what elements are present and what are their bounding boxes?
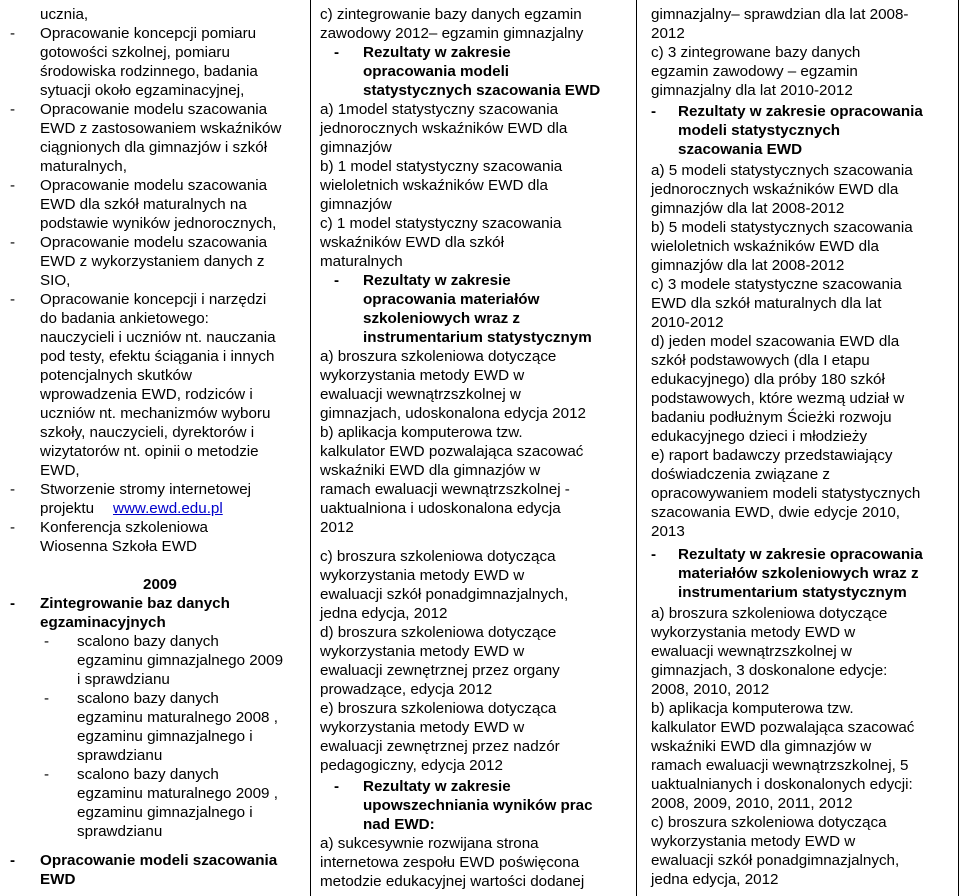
text-line: EWD z zastosowaniem wskaźników <box>40 120 282 137</box>
text-line: egzaminu gimnazjalnego i <box>77 804 253 821</box>
text-line: c) broszura szkoleniowa dotycząca <box>651 814 887 831</box>
text-line: 2012 <box>651 25 685 42</box>
list-dash: - <box>10 481 16 498</box>
text-line: Opracowanie modelu szacowania <box>40 234 268 251</box>
text-line: 2013 <box>651 523 685 540</box>
text-line: egzamin zawodowy – egzamin <box>651 63 858 80</box>
section-heading: opracowania materiałów <box>363 291 540 308</box>
text-line: ewaluacji szkół ponadgimnazjalnych, <box>651 852 900 869</box>
text-line: c) zintegrowanie bazy danych egzamin <box>320 6 582 23</box>
text-line: pod testy, efektu ściągania i innych <box>40 348 275 365</box>
text-line: Wiosenna Szkoła EWD <box>40 538 197 555</box>
text-line: metodzie edukacyjnej wartości dodanej <box>320 873 585 890</box>
text-line: 2012 <box>320 519 354 536</box>
text-line: a) broszura szkoleniowa dotyczące <box>320 348 557 365</box>
text-line: a) 5 modeli statystycznych szacowania <box>651 162 913 179</box>
text-line: sprawdzianu <box>77 823 163 840</box>
text-line: gimnazjalny– sprawdzian dla lat 2008- <box>651 6 909 23</box>
text-line: zawodowy 2012– egzamin gimnazjalny <box>320 25 584 42</box>
text-line: gimnazjach, udoskonalona edycja 2012 <box>320 405 586 422</box>
section-heading: instrumentarium statystycznym <box>678 584 907 601</box>
text-line: ucznia, <box>40 6 89 23</box>
section-heading: Rezultaty w zakresie <box>363 44 511 61</box>
text-line: wykorzystania metody EWD w <box>320 567 525 584</box>
year-heading: 2009 <box>143 576 177 593</box>
text-line: b) aplikacja komputerowa tzw. <box>651 700 854 717</box>
text-line: egzaminu gimnazjalnego i <box>77 728 253 745</box>
list-dash: - <box>44 633 50 650</box>
section-heading: Rezultaty w zakresie <box>363 778 511 795</box>
text-line: kalkulator EWD pozwalająca szacować <box>651 719 915 736</box>
section-heading: instrumentarium statystycznym <box>363 329 592 346</box>
text-line: wykorzystania metody EWD w <box>651 833 856 850</box>
text-line: szacowania EWD, dwie edycje 2010, <box>651 504 901 521</box>
text-line: nauczycieli i uczniów nt. nauczania <box>40 329 276 346</box>
table-column-3 <box>636 0 959 896</box>
section-heading: materiałów szkoleniowych wraz z <box>678 565 919 582</box>
text-line: podstawowych, które wezmą udział w <box>651 390 905 407</box>
text-line: wykorzystania metody EWD w <box>320 367 525 384</box>
text-line: podstawie wyników jednorocznych, <box>40 215 277 232</box>
text-line: internetowa zespołu EWD poświęcona <box>320 854 580 871</box>
text-line: projektu <box>40 500 95 517</box>
text-line: c) 3 zintegrowane bazy danych <box>651 44 861 61</box>
text-line: ewaluacji wewnątrzszkolnej w <box>320 386 521 403</box>
text-line: jedna edycja, 2012 <box>651 871 779 888</box>
text-line: EWD dla szkół maturalnych na <box>40 196 247 213</box>
text-line: uaktualnianych i doskonalonych edycji: <box>651 776 913 793</box>
text-line: pedagogiczny, edycja 2012 <box>320 757 503 774</box>
text-line: scalono bazy danych <box>77 766 219 783</box>
text-line: szkół podstawowych (dla I etapu <box>651 352 870 369</box>
text-line: c) 3 modele statystyczne szacowania <box>651 276 902 293</box>
text-line: wieloletnich wskaźników EWD dla <box>651 238 879 255</box>
text-line: gimnazjach, 3 doskonalone edycje: <box>651 662 888 679</box>
text-line: EWD, <box>40 462 80 479</box>
list-dash: - <box>334 778 340 795</box>
text-line: prowadzące, edycja 2012 <box>320 681 493 698</box>
text-line: a) sukcesywnie rozwijana strona <box>320 835 539 852</box>
table-column-1 <box>0 0 310 896</box>
section-heading: EWD <box>40 871 76 888</box>
text-line: Konferencja szkoleniowa <box>40 519 209 536</box>
section-heading: Rezultaty w zakresie <box>363 272 511 289</box>
section-heading: Zintegrowanie baz danych <box>40 595 230 612</box>
project-website-link[interactable]: www.ewd.edu.pl <box>113 500 223 517</box>
text-line: gotowości szkolnej, pomiaru <box>40 44 230 61</box>
text-line: sytuacji około egzaminacyjnej, <box>40 82 245 99</box>
section-heading: Rezultaty w zakresie opracowania <box>678 546 923 563</box>
text-line: 2008, 2010, 2012 <box>651 681 770 698</box>
text-line: ewaluacji zewnętrznej przez organy <box>320 662 560 679</box>
list-dash: - <box>44 690 50 707</box>
list-dash: - <box>10 595 16 612</box>
text-line: c) 1 model statystyczny szacowania <box>320 215 562 232</box>
text-line: wykorzystania metody EWD w <box>651 624 856 641</box>
section-heading: szkoleniowych wraz z <box>363 310 520 327</box>
text-line: szkoły, nauczycieli, dyrektorów i <box>40 424 255 441</box>
text-line: wykorzystania metody EWD w <box>320 643 525 660</box>
text-line: gimnazjalny dla lat 2010-2012 <box>651 82 853 99</box>
text-line: do badania ankietowego: <box>40 310 209 327</box>
text-line: e) raport badawczy przedstawiający <box>651 447 893 464</box>
text-line: uaktualniona i udoskonalona edycja <box>320 500 561 517</box>
text-line: ewaluacji zewnętrznej przez nadzór <box>320 738 560 755</box>
list-dash: - <box>10 101 16 118</box>
text-line: wskaźniki EWD dla gimnazjów w <box>651 738 872 755</box>
list-dash: - <box>334 44 340 61</box>
text-line: maturalnych <box>320 253 403 270</box>
text-line: uczniów nt. mechanizmów wyboru <box>40 405 271 422</box>
text-line: gimnazjów <box>320 196 392 213</box>
text-line: jednorocznych wskaźników EWD dla <box>651 181 899 198</box>
list-dash: - <box>10 519 16 536</box>
text-line: potencjalnych skutków <box>40 367 192 384</box>
text-line: b) 5 modeli statystycznych szacowania <box>651 219 913 236</box>
text-line: 2008, 2009, 2010, 2011, 2012 <box>651 795 853 812</box>
text-line: gimnazjów dla lat 2008-2012 <box>651 257 845 274</box>
text-line: gimnazjów dla lat 2008-2012 <box>651 200 845 217</box>
text-line: wizytatorów nt. opinii o metodzie <box>40 443 259 460</box>
section-heading: nad EWD: <box>363 816 435 833</box>
text-line: wskaźników EWD dla szkół <box>320 234 504 251</box>
text-line: edukacyjnego) dla próby 180 szkół <box>651 371 885 388</box>
text-line: c) broszura szkoleniowa dotycząca <box>320 548 556 565</box>
text-line: Stworzenie stromy internetowej <box>40 481 252 498</box>
text-line: 2010-2012 <box>651 314 724 331</box>
text-line: badaniu podłużnym Ścieżki rozwoju <box>651 409 892 426</box>
text-line: gimnazjów <box>320 139 392 156</box>
text-line: b) aplikacja komputerowa tzw. <box>320 424 523 441</box>
text-line: środowiska rodzinnego, badania <box>40 63 258 80</box>
text-line: d) broszura szkoleniowa dotyczące <box>320 624 557 641</box>
text-line: ramach ewaluacji wewnątrzszkolnej, 5 <box>651 757 909 774</box>
text-line: egzaminu gimnazjalnego 2009 <box>77 652 284 669</box>
table-column-2 <box>310 0 637 896</box>
section-heading: upowszechniania wyników prac <box>363 797 593 814</box>
list-dash: - <box>10 25 16 42</box>
text-line: wprowadzenia EWD, rodziców i <box>40 386 253 403</box>
list-dash: - <box>10 234 16 251</box>
list-dash: - <box>651 103 657 120</box>
text-line: e) broszura szkoleniowa dotycząca <box>320 700 557 717</box>
text-line: EWD dla szkół maturalnych dla lat <box>651 295 882 312</box>
list-dash: - <box>10 177 16 194</box>
text-line: d) jeden model szacowania EWD dla <box>651 333 900 350</box>
text-line: edukacyjnego dzieci i młodzieży <box>651 428 868 445</box>
section-heading: statystycznych szacowania EWD <box>363 82 601 99</box>
text-line: Opracowanie modelu szacowania <box>40 101 268 118</box>
text-line: doświadczenia związane z <box>651 466 830 483</box>
text-line: wykorzystania metody EWD w <box>320 719 525 736</box>
text-line: jednorocznych wskaźników EWD dla <box>320 120 568 137</box>
text-line: b) 1 model statystyczny szacowania <box>320 158 563 175</box>
text-line: ciągnionych dla gimnazjów i szkół <box>40 139 268 156</box>
text-line: opracowywaniem modeli statystycznych <box>651 485 921 502</box>
section-heading: szacowania EWD <box>678 141 803 158</box>
text-line: Opracowanie modelu szacowania <box>40 177 268 194</box>
list-dash: - <box>334 272 340 289</box>
list-dash: - <box>44 766 50 783</box>
text-line: ewaluacji wewnątrzszkolnej w <box>651 643 852 660</box>
text-line: wskaźniki EWD dla gimnazjów w <box>320 462 541 479</box>
text-line: a) broszura szkoleniowa dotyczące <box>651 605 888 622</box>
text-line: scalono bazy danych <box>77 690 219 707</box>
section-heading: opracowania modeli <box>363 63 510 80</box>
text-line: i sprawdzianu <box>77 671 170 688</box>
text-line: a) 1model statystyczny szacowania <box>320 101 559 118</box>
list-dash: - <box>10 852 16 869</box>
text-line: ewaluacji szkół ponadgimnazjalnych, <box>320 586 569 603</box>
list-dash: - <box>10 291 16 308</box>
text-line: maturalnych, <box>40 158 127 175</box>
section-heading: Rezultaty w zakresie opracowania <box>678 103 923 120</box>
text-line: egzaminu maturalnego 2009 , <box>77 785 278 802</box>
text-line: jedna edycja, 2012 <box>320 605 448 622</box>
text-line: SIO, <box>40 272 71 289</box>
text-line: kalkulator EWD pozwalająca szacować <box>320 443 584 460</box>
text-line: Opracowanie koncepcji pomiaru <box>40 25 257 42</box>
section-heading: egzaminacyjnych <box>40 614 166 631</box>
section-heading: modeli statystycznych <box>678 122 841 139</box>
text-line: ramach ewaluacji wewnątrzszkolnej - <box>320 481 570 498</box>
text-line: sprawdzianu <box>77 747 163 764</box>
text-line: Opracowanie koncepcji i narzędzi <box>40 291 267 308</box>
text-line: EWD z wykorzystaniem danych z <box>40 253 265 270</box>
section-heading: Opracowanie modeli szacowania <box>40 852 278 869</box>
text-line: egzaminu maturalnego 2008 , <box>77 709 278 726</box>
list-dash: - <box>651 546 657 563</box>
text-line: wieloletnich wskaźników EWD dla <box>320 177 548 194</box>
text-line: scalono bazy danych <box>77 633 219 650</box>
